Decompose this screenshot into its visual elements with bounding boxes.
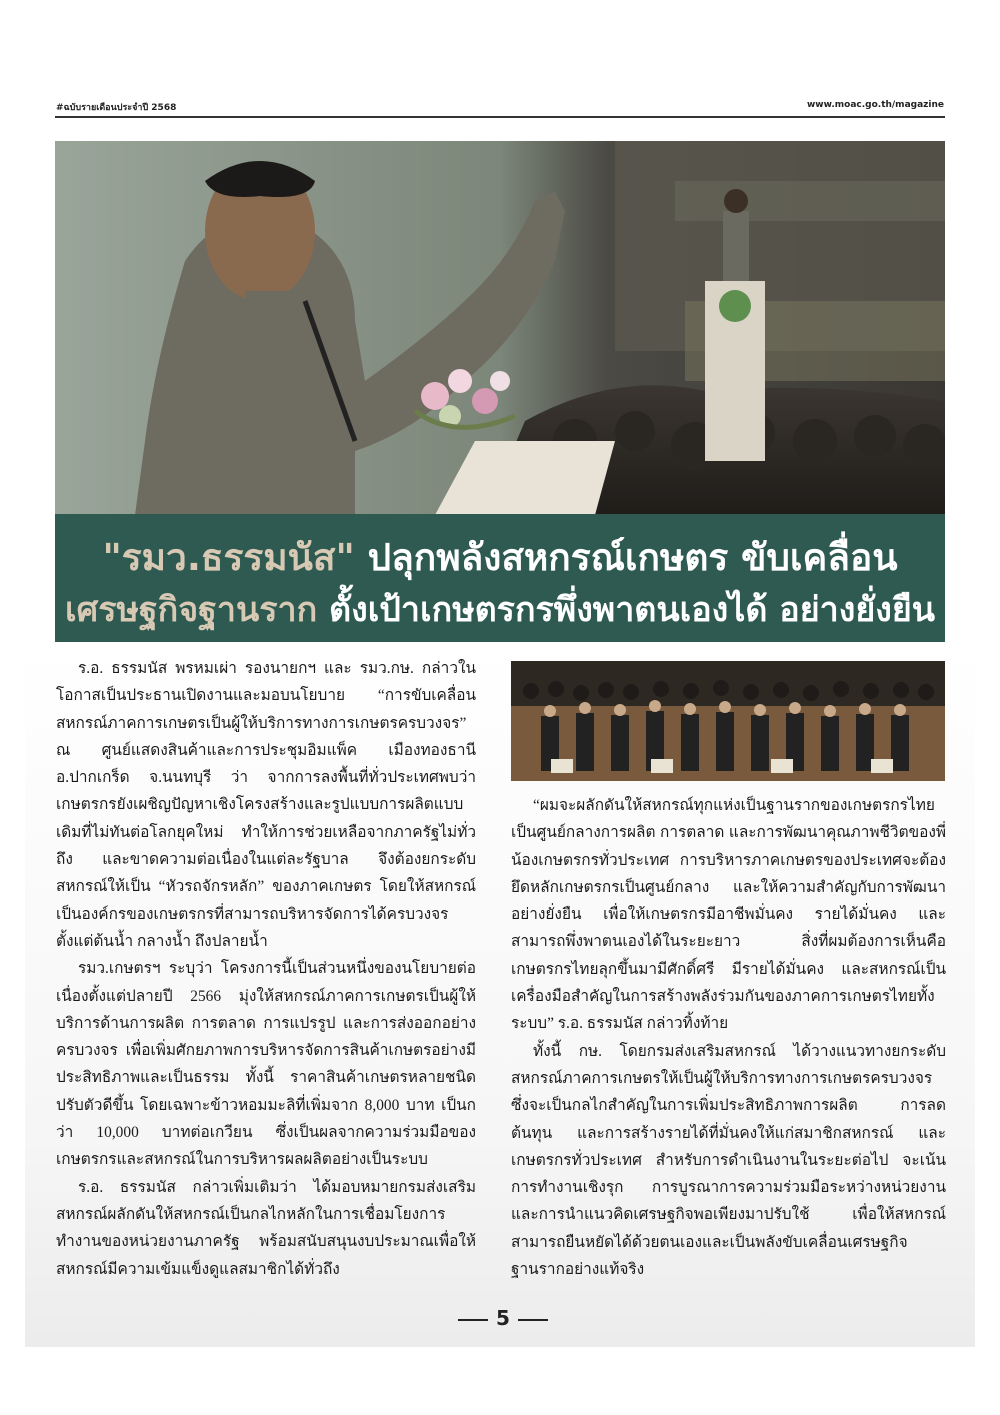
headline-highlight-economy: เศรษฐกิจฐานราก <box>64 590 318 630</box>
minister-speaking-photo <box>55 141 945 515</box>
page-number-dash-left <box>458 1319 488 1321</box>
hero-photo <box>55 141 945 515</box>
article-left-column <box>56 655 476 1283</box>
issue-label: #ฉบับรายเดือนประจำปี 2568 <box>56 103 177 113</box>
cooperative-members-group-photo <box>511 661 945 781</box>
headline-line-1-text: ปลุกพลังสหกรณ์เกษตร ขับเคลื่อน <box>354 536 898 579</box>
headline-highlight-name: "รมว.ธรรมนัส" <box>102 536 355 579</box>
page-number <box>448 1306 558 1330</box>
right-paragraph-2: ทั้งนี้ กษ. โดยกรมส่งเสริมสหกรณ์ ได้วางแนวทางยกระดับสหกรณ์ภาคการเกษตรให้เป็นผู้ให้บริการทางการเกษตรครบวงจร ซึ่งจะเป็นกลไกสำคัญในการเพิ่มประสิทธิภาพการผลิต การลดต้นทุน และการสร้างรายได้ที่มั่นคงให้แก่สมาชิกสหกรณ์ และเกษตรกรทั่วประเทศ สำหรับการดำเนินงานในระยะต่อไป จะเน้นการทำงานเชิงรุก การบูรณาการความร่วมมือระหว่างหน่วยงาน และการนำแนวคิดเศรษฐกิจพอเพียงมาปรับใช้ เพื่อให้สหกรณ์สามารถยืนหยัดได้ด้วยตนเองและเป็นพลังขับเคลื่อนเศรษฐกิจฐานรากอย่างแท้จริง <box>511 1042 946 1279</box>
page-number-dash-right <box>518 1319 548 1321</box>
headline-line-1 <box>55 528 945 587</box>
page-number-value: 5 <box>496 1306 510 1330</box>
headline-banner <box>55 514 945 642</box>
group-photo <box>511 661 945 781</box>
right-paragraph-1: “ผมจะผลักดันให้สหกรณ์ทุกแห่งเป็นฐานรากของเกษตรกรไทย เป็นศูนย์กลางการผลิต การตลาด และการพัฒนาคุณภาพชีวิตของพี่น้องเกษตรกรทั่วประเทศ การบริหารภาคเกษตรของประเทศจะต้องยึดหลักเกษตรกรเป็นศูนย์กลาง และให้ความสำคัญกับการพัฒนาอย่างยั่งยืน เพื่อให้เกษตรกรมีอาชีพมั่นคง รายได้มั่นคง และสามารถพึ่งพาตนเองได้ในระยะยาว สิ่งที่ผมต้องการเห็นคือเกษตรกรไทยลุกขึ้นมามีศักดิ์ศรี มีรายได้มั่นคง และสหกรณ์เป็นเครื่องมือสำคัญในการสร้างพลังร่วมกันของภาคการเกษตรไทยทั้งระบบ” ร.อ. ธรรมนัส กล่าวทิ้งท้าย <box>511 797 946 1033</box>
headline-line-2-text: ตั้งเป้าเกษตรกรพึ่งพาตนเองได้ อย่างยั่งยืน <box>317 590 936 630</box>
left-paragraph-2: รมว.เกษตรฯ ระบุว่า โครงการนี้เป็นส่วนหนึ่งของนโยบายต่อเนื่องตั้งแต่ปลายปี 2566 มุ่งให้สหกรณ์ภาคการเกษตรเป็นผู้ให้บริการด้านการผลิต การตลาด การแปรรูป และการส่งออกอย่างครบวงจร เพื่อเพิ่มศักยภาพการบริหารจัดการสินค้าเกษตรอย่างมีประสิทธิภาพและเป็นธรรม ทั้งนี้ ราคาสินค้าเกษตรหลายชนิดปรับตัวดีขึ้น โดยเฉพาะข้าวหอมมะลิที่เพิ่มจาก 8,000 บาท เป็นกว่า 10,000 บาทต่อเกวียน ซึ่งเป็นผลจากความร่วมมือของเกษตรกรและสหกรณ์ในการบริหารผลผลิตอย่างเป็นระบบ <box>56 960 476 1169</box>
left-paragraph-3: ร.อ. ธรรมนัส กล่าวเพิ่มเติมว่า ได้มอบหมายกรมส่งเสริมสหกรณ์ผลักดันให้สหกรณ์เป็นกลไกหลักในการเชื่อมโยงการทำงานของหน่วยงานภาครัฐ พร้อมสนับสนุนงบประมาณเพื่อให้สหกรณ์มีความเข้มแข็งดูแลสมาชิกได้ทั่วถึง <box>56 1178 476 1278</box>
header-divider <box>55 116 945 118</box>
left-paragraph-1: ร.อ. ธรรมนัส พรหมเผ่า รองนายกฯ และ รมว.กษ. กล่าวในโอกาสเป็นประธานเปิดงานและมอบนโยบาย “การขับเคลื่อนสหกรณ์ภาคการเกษตรเป็นผู้ให้บริการทางการเกษตรครบวงจร” ณ ศูนย์แสดงสินค้าและการประชุมอิมแพ็ค เมืองทองธานี อ.ปากเกร็ด จ.นนทบุรี ว่า จากการลงพื้นที่ทั่วประเทศพบว่าเกษตรกรยังเผชิญปัญหาเชิงโครงสร้างและรูปแบบการผลิตแบบเดิมที่ไม่ทันต่อโลกยุคใหม่ ทำให้การช่วยเหลือจากภาครัฐไม่ทั่วถึง และขาดความต่อเนื่องในแต่ละรัฐบาล จึงต้องยกระดับสหกรณ์ให้เป็น “หัวรถจักรหลัก” ของภาคเกษตร โดยให้สหกรณ์เป็นองค์กรของเกษตรกรที่สามารถบริหารจัดการได้ครบวงจรตั้งแต่ต้นน้ำ กลางน้ำ ถึงปลายน้ำ <box>56 660 476 950</box>
headline-line-2 <box>55 582 945 636</box>
magazine-url[interactable]: www.moac.go.th/magazine <box>806 100 944 110</box>
article-right-column <box>511 792 946 1283</box>
